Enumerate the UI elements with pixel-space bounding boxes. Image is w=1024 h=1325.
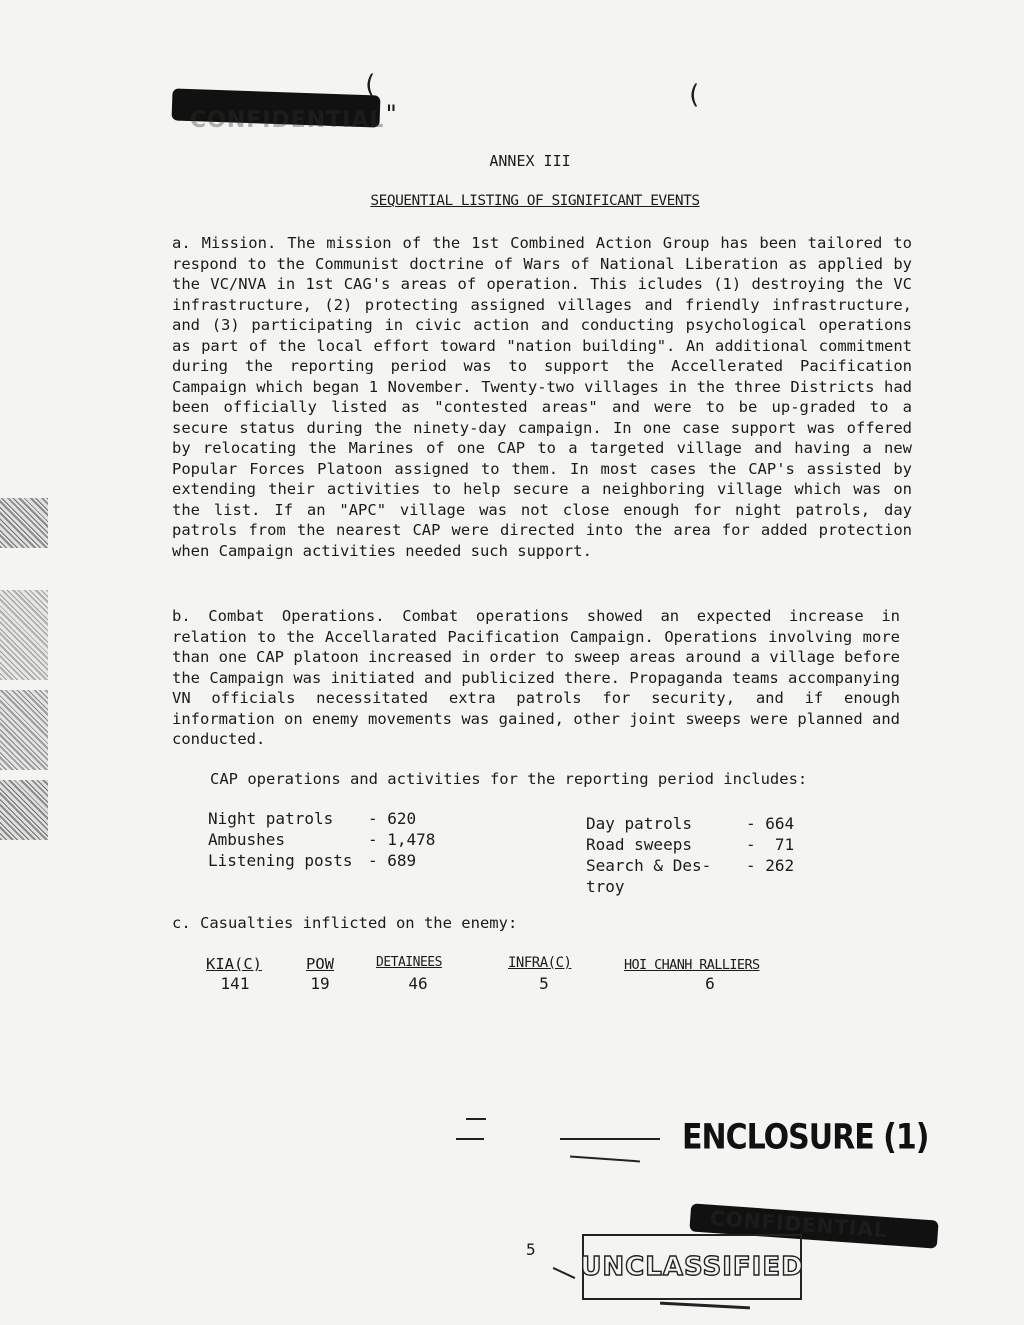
- stat-row: [586, 855, 795, 876]
- paren-mark: (: [362, 70, 378, 100]
- page-number: 5: [526, 1240, 536, 1259]
- casualty-value: 19: [310, 974, 330, 993]
- casualty-header: HOI CHANH RALLIERS: [624, 957, 760, 973]
- casualty-value: 141: [220, 974, 250, 993]
- annex-title: ANNEX III: [489, 152, 571, 170]
- paren-mark: (: [686, 80, 702, 110]
- stray-mark: [560, 1138, 660, 1140]
- casualty-value: 5: [539, 974, 549, 993]
- unclassified-stamp-text: UNCLASSIFIED: [580, 1252, 804, 1282]
- casualty-value: 6: [705, 974, 715, 993]
- stray-mark: [570, 1156, 640, 1163]
- stat-row: [208, 850, 417, 871]
- scan-artifact: [0, 780, 48, 840]
- stat-value: - 689: [368, 851, 417, 870]
- stat-label: Road sweeps: [586, 835, 692, 854]
- stat-label: Night patrols: [208, 809, 334, 828]
- stray-mark: [466, 1118, 486, 1120]
- scan-artifact: [0, 498, 48, 548]
- casualty-header: KIA(C): [206, 955, 262, 973]
- stat-label: Ambushes: [208, 830, 286, 849]
- operations-intro: CAP operations and activities for the reporting period includes:: [210, 770, 808, 788]
- stat-value: - 1,478: [368, 830, 436, 849]
- casualty-header: INFRA(C): [508, 955, 572, 971]
- stat-label: Day patrols: [586, 814, 692, 833]
- stat-value: - 71: [746, 835, 795, 854]
- casualties-intro: c. Casualties inflicted on the enemy:: [172, 914, 518, 932]
- quote-mark: ": [384, 100, 399, 128]
- stat-row: [208, 808, 417, 829]
- stat-label: Search & Des-: [586, 856, 712, 875]
- stray-mark: [456, 1138, 484, 1140]
- stat-row: [586, 876, 625, 897]
- stat-value: - 262: [746, 856, 795, 875]
- casualty-header: POW: [306, 955, 334, 973]
- scan-artifact: [0, 690, 48, 770]
- casualty-header: DETAINEES: [376, 955, 442, 970]
- stat-value: - 664: [746, 814, 795, 833]
- casualty-value: 46: [408, 974, 428, 993]
- stat-row: [208, 829, 436, 850]
- document-heading: SEQUENTIAL LISTING OF SIGNIFICANT EVENTS: [370, 193, 700, 209]
- classification-bottom: CONFIDENTIAL: [709, 1205, 889, 1243]
- stat-value: - 620: [368, 809, 417, 828]
- stat-row: [586, 813, 795, 834]
- paragraph-mission: a. Mission. The mission of the 1st Combined Action Group has been tailored to respond to the Communist doctrine of Wars of National Liberation as applied by the VC/NVA in 1st CAG's areas of operation. This icludes (1) destroying the VC infrastructure, (2) protecting assigned villages and friendly infrastructure, and (3) participating in civic action and conducting psychological operations as part of the local effort toward "nation building". An additional commitment during the reporting period was to support the Accellerated Pacification Campaign which began 1 November. Twenty-two villages in the three Districts had been officially listed as "contested areas" and were to be up-graded to a secure status during the ninety-day campaign. In one case support was offered by relocating the Marines of one CAP to a targeted village and having a new Popular Forces Platoon assigned to them. In most cases the CAP's assisted by extending their activities to help secure a neighboring village which was on the list. If an "APC" village was not close enough for night patrols, day patrols from the nearest CAP were directed into the area for added protection when Campaign activities needed such support.: [172, 234, 912, 560]
- scan-artifact: [0, 590, 48, 680]
- stray-mark: [660, 1302, 750, 1310]
- stat-row: [586, 834, 795, 855]
- stat-label: troy: [586, 877, 625, 896]
- unclassified-stamp: [582, 1234, 802, 1300]
- stray-mark: [553, 1267, 576, 1279]
- paragraph-combat-operations: b. Combat Operations. Combat operations showed an expected increase in relation to the Accellarated Pacification Campaign. Operations involving more than one CAP platoon increased in order to sweep areas around a village before the Campaign was initiated and publicized there. Propaganda teams accompanying VN officials necessitated extra patrols for security, and if enough information on enemy movements was gained, other joint sweeps were planned and conducted.: [172, 607, 900, 748]
- classification-top: CONFIDENTIAL: [190, 108, 385, 133]
- enclosure-stamp: ENCLOSURE (1): [682, 1117, 929, 1158]
- stat-label: Listening posts: [208, 851, 353, 870]
